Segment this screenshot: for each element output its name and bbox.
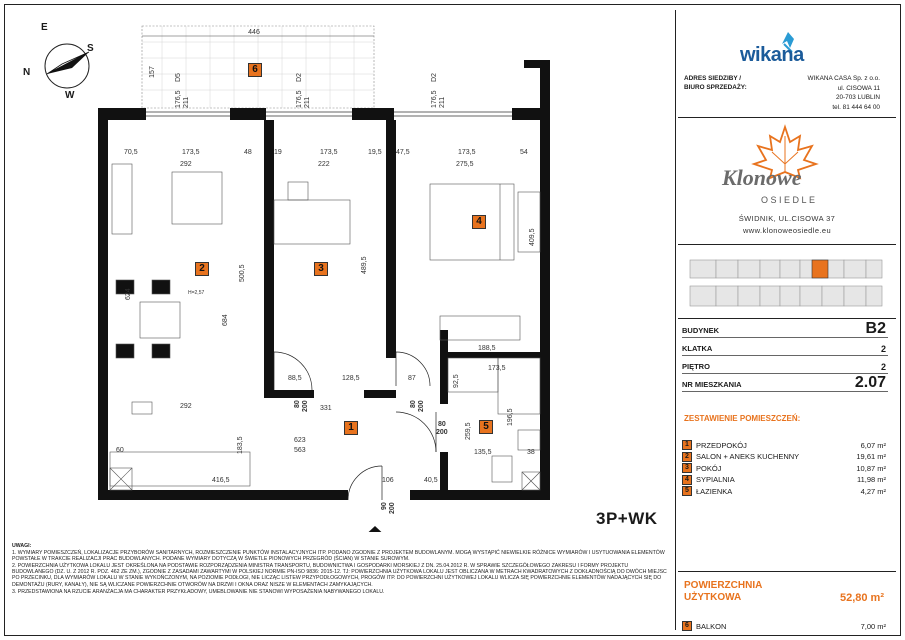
separator — [678, 244, 896, 245]
balcony-width-dim: 446 — [248, 29, 260, 36]
company-name: WIKANA CASA Sp. z o.o. — [807, 75, 880, 82]
room-tag-1: 1 — [344, 421, 358, 435]
window-label: 176,5 — [296, 90, 303, 108]
svg-text:90: 90 — [381, 502, 388, 510]
company-phone: tel. 81 444 64 00 — [832, 103, 880, 111]
compass-south: S — [87, 43, 94, 54]
detail-value: 2 — [880, 362, 886, 372]
window-label: 211 — [439, 96, 446, 108]
company-city: 20-703 LUBLIN — [835, 94, 880, 101]
svg-text:H=2,57: H=2,57 — [188, 290, 205, 296]
detail-value: 2 — [880, 344, 886, 354]
detail-label: PIĘTRO — [682, 362, 710, 371]
room-name: SYPIALNIA — [696, 475, 735, 484]
room-name: BALKON — [696, 622, 727, 631]
svg-text:292: 292 — [180, 161, 192, 168]
estate-website: www.klonoweosiedle.eu — [742, 226, 832, 235]
room-name: POKÓJ — [696, 463, 722, 473]
window-label: 176,5 — [175, 90, 182, 108]
window-label: D2 — [296, 73, 303, 82]
svg-text:54: 54 — [520, 149, 528, 156]
svg-text:416,5: 416,5 — [212, 477, 230, 484]
note-item: 3. PRZEDSTAWIONA NA RZUCIE ARANŻACJA MA CHARAKTER PRZYKŁADOWY, UMEBLOWANIE NIE STANOWI WYPOSAŻENIA NABYWANEGO LOKALU. — [12, 588, 385, 595]
windows — [146, 112, 512, 116]
svg-text:409,5: 409,5 — [529, 228, 536, 246]
balcony-depth-dim: 157 — [149, 66, 156, 78]
room-area: 11,98 m² — [856, 475, 886, 484]
room-number: 1 — [682, 440, 692, 450]
furniture — [110, 164, 540, 490]
compass-west: W — [65, 90, 75, 101]
note-item: 2. POWIERZCHNIA UŻYTKOWA LOKALU JEST OKREŚLONA NA PODSTAWIE ROZPORZĄDZENIA MINISTRA TRANSPORTU, BUDOWNICTWA I GOSPODARKI MORSKIEJ Z DN. 25.04.2012 R. W SPRAWIE SZCZEGÓŁOWEGO ZAKRESU I FORMY PROJEKTU BUDOWLANEGO (DZ. U. Z 2012 R. POZ. 462 ZE ZM.), ZGODNIE Z ZASADAMI ZAWARTYMI W POLSKIEJ NORMIE PN-ISO 9836: 2015-12. TJ: POWIERZCHNIA UŻYTKOWA LOKALU JEST OBLICZANA W METRACH KWADRATOWYCH Z DOKŁADNOŚCIĄ DO DWÓCH MIEJSC PO PRZECINKU, DLA WYMIARÓW LOKALU W STANIE WYKOŃCZONYM, NA POZIOMIE PODŁOGI, NIE LICZĄC LISTEW PRZYPODŁOGOWYCH, PROGÓW ITP. DO POWIERZCHNI UŻYTKOWEJ LOKALU WLICZA SIĘ POWIERZCHNIE ELEMENTÓW NADAJĄCYCH SIĘ DO DEMONTAŻU (RURY, KANAŁY), NIE SĄ WLICZANE POWIERZCHNIE OTWORÓW NA DRZWI I OKNA ORAZ NISZE W ELEMENTACH ZAMYKAJĄCYCH. — [12, 563, 667, 588]
window-label: 176,5 — [431, 90, 438, 108]
svg-text:40,5: 40,5 — [424, 477, 438, 484]
detail-value: B2 — [865, 320, 886, 337]
svg-text:80: 80 — [410, 400, 417, 408]
svg-text:196,5: 196,5 — [507, 408, 514, 426]
room-tag-5: 5 — [479, 420, 493, 434]
total-area-box — [678, 571, 896, 616]
svg-text:183,5: 183,5 — [237, 436, 244, 454]
address-label — [684, 74, 747, 92]
room-area: 6,07 m² — [860, 440, 886, 450]
dimension-labels — [116, 149, 536, 514]
rooms-title: ZESTAWIENIE POMIESZCZEŃ: — [684, 414, 801, 423]
total-area-title-line: POWIERZCHNIA — [684, 580, 763, 591]
svg-text:135,5: 135,5 — [474, 449, 492, 456]
floor-plan — [12, 12, 662, 532]
compass-east: E — [41, 22, 48, 33]
room-number: 3 — [682, 463, 692, 473]
svg-text:259,5: 259,5 — [465, 422, 472, 440]
company-street: ul. CISOWA 11 — [837, 84, 880, 92]
svg-text:489,5: 489,5 — [361, 256, 368, 274]
total-area-title-line: UŻYTKOWA — [684, 592, 742, 603]
room-number: 5 — [682, 486, 692, 496]
svg-text:70,5: 70,5 — [124, 149, 138, 156]
room-tag-6: 6 — [248, 63, 262, 77]
detail-row-building — [682, 320, 888, 338]
floor-plan-drawing — [12, 12, 662, 532]
svg-text:60: 60 — [116, 447, 124, 454]
room-area: 7,00 m² — [860, 622, 886, 631]
balcony-area — [142, 26, 446, 108]
estate-subtitle: OSIEDLE — [761, 195, 818, 205]
svg-text:128,5: 128,5 — [342, 375, 360, 382]
room-area: 10,87 m² — [856, 463, 886, 473]
detail-label: BUDYNEK — [682, 326, 720, 335]
svg-text:684: 684 — [222, 314, 229, 326]
svg-text:500,5: 500,5 — [239, 264, 246, 282]
svg-text:624: 624 — [125, 288, 132, 300]
room-area: 4,27 m² — [860, 486, 886, 496]
svg-text:623: 623 — [294, 437, 306, 444]
svg-text:92,5: 92,5 — [453, 374, 460, 388]
address-block — [808, 74, 880, 112]
entrance-arrow — [358, 526, 392, 532]
svg-text:275,5: 275,5 — [456, 161, 474, 168]
svg-text:19: 19 — [274, 149, 282, 156]
window-label: D5 — [175, 73, 182, 82]
separator — [678, 318, 896, 319]
address-label-line: BIURO SPRZEDAŻY: — [684, 84, 747, 91]
compass-north: N — [23, 67, 31, 78]
apartment-type: 3P+WK — [596, 509, 658, 528]
svg-text:47,5: 47,5 — [396, 149, 410, 156]
svg-text:173,5: 173,5 — [182, 149, 200, 156]
list-item — [682, 462, 888, 474]
svg-text:19,5: 19,5 — [368, 149, 382, 156]
total-area-value: 52,80 m² — [839, 592, 884, 604]
room-tag-2: 2 — [195, 262, 209, 276]
room-number: 4 — [682, 475, 692, 485]
info-panel — [678, 10, 896, 630]
room-number: 6 — [682, 621, 692, 631]
svg-text:88,5: 88,5 — [288, 375, 302, 382]
site-plan-map — [686, 252, 886, 316]
svg-text:173,5: 173,5 — [320, 149, 338, 156]
svg-text:200: 200 — [302, 400, 309, 412]
list-item — [682, 485, 888, 497]
detail-row-staircase — [682, 338, 888, 356]
svg-text:87: 87 — [408, 375, 416, 382]
list-item — [682, 451, 888, 463]
wikana-brand: wikana — [740, 44, 804, 66]
svg-text:200: 200 — [436, 429, 448, 436]
balcony-row — [682, 621, 888, 633]
total-area-title — [684, 580, 762, 604]
svg-text:48: 48 — [244, 149, 252, 156]
svg-text:80: 80 — [438, 421, 446, 428]
window-label: D2 — [431, 73, 438, 82]
estate-location: ŚWIDNIK, UL.CISOWA 37 — [738, 214, 836, 223]
room-number: 2 — [682, 452, 692, 462]
svg-text:200: 200 — [389, 502, 396, 514]
svg-text:200: 200 — [418, 400, 425, 412]
detail-row-apartment-number — [682, 374, 888, 392]
notes-title: UWAGI: — [12, 543, 32, 549]
svg-text:222: 222 — [318, 161, 330, 168]
room-area: 19,61 m² — [856, 452, 886, 461]
detail-label: NR MIESZKANIA — [682, 380, 742, 389]
separator — [678, 117, 896, 118]
svg-text:563: 563 — [294, 447, 306, 454]
svg-text:173,5: 173,5 — [458, 149, 476, 156]
detail-label: KLATKA — [682, 344, 713, 353]
svg-text:188,5: 188,5 — [478, 345, 496, 352]
address-label-line: ADRES SIEDZIBY / — [684, 75, 742, 82]
note-item: 1. WYMIARY POMIESZCZEŃ, LOKALIZACJE PRZYBORÓW SANITARNYCH, ROZMIESZCZENIE PUNKTÓW INSTALACYJNYCH ITP. PODANO ZGODNIE Z PROJEKTEM BUDOWLANYM. MOGĄ WYSTĄPIĆ NIEWIELKIE RÓŻNICE WYMIARÓW I USYTUOWANIA ELEMENTÓW POWSTAŁE W TRAKCIE REALIZACJI PRAC BUDOWLANYCH. PODANE WYMIARY DOTYCZĄ W ŚWIETLE PIONOWYCH PRZEGRÓD (ŚCIAN) W STANIE SUROWYM. — [12, 550, 665, 563]
list-item — [682, 439, 888, 451]
svg-text:173,5: 173,5 — [488, 365, 506, 372]
list-item — [682, 474, 888, 486]
column-divider — [675, 10, 676, 630]
svg-text:80: 80 — [294, 400, 301, 408]
room-list — [682, 439, 888, 497]
detail-row-floor — [682, 356, 888, 374]
window-label: 211 — [304, 96, 311, 108]
room-name: SALON + ANEKS KUCHENNY — [696, 452, 800, 461]
detail-value: 2.07 — [854, 374, 886, 391]
notes-block — [12, 543, 670, 596]
room-tag-3: 3 — [314, 262, 328, 276]
compass-rose — [45, 44, 89, 88]
room-name: ŁAZIENKA — [696, 486, 733, 496]
svg-text:331: 331 — [320, 405, 332, 412]
window-label: 211 — [183, 96, 190, 108]
svg-text:38: 38 — [527, 449, 535, 456]
svg-text:292: 292 — [180, 403, 192, 410]
svg-text:106: 106 — [382, 477, 394, 484]
room-name: PRZEDPOKÓJ — [696, 440, 747, 450]
room-tag-4: 4 — [472, 215, 486, 229]
estate-name: Klonowe — [722, 165, 802, 190]
